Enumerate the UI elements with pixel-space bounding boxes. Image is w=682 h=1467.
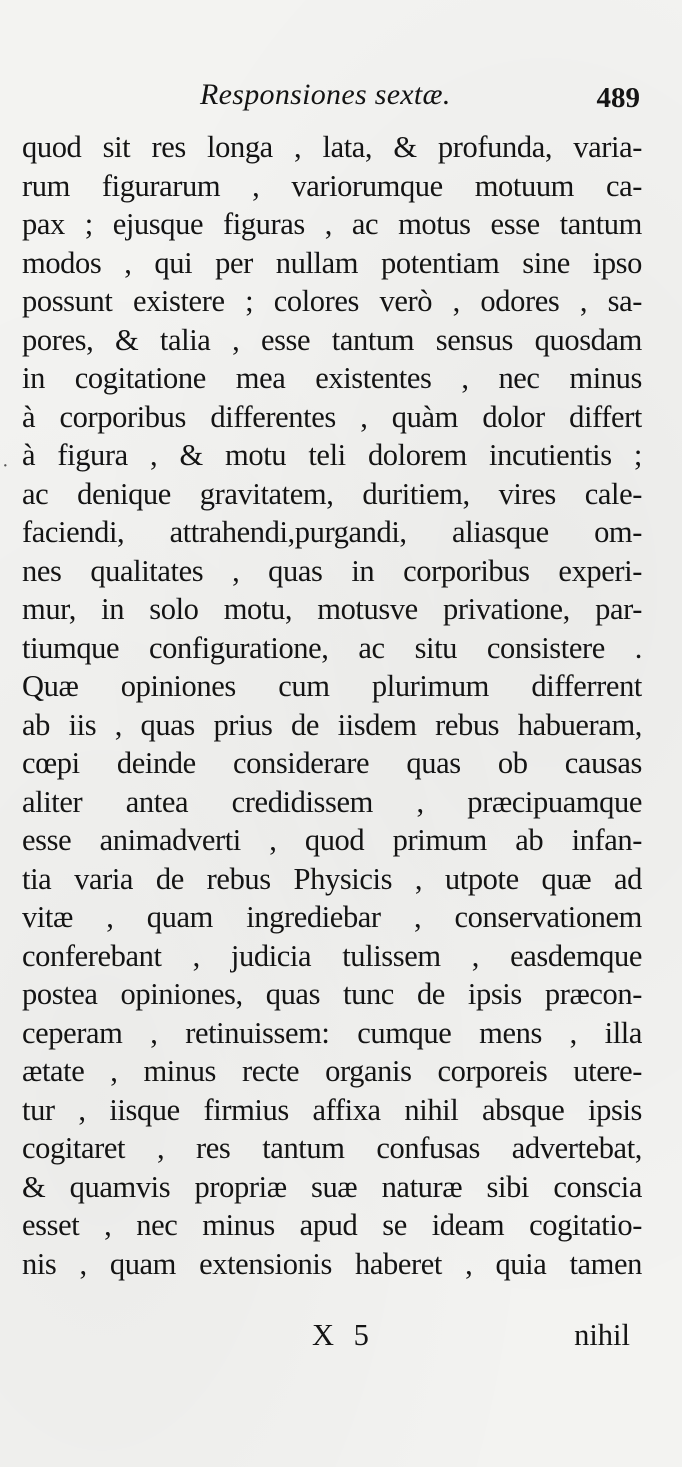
page-footer [22,1318,642,1358]
text-line: tia varia de rebus Physicis , utpote quæ ad [22,861,642,896]
text-line: tiumque configuratione, ac situ consistere . [22,630,642,665]
text-line: & quamvis propriæ suæ naturæ sibi conscia [22,1169,642,1204]
text-line: esse animadverti , quod primum ab infan- [22,823,642,857]
text-line: nes qualitates , quas in corporibus experi- [22,553,642,588]
text-line: vitæ , quam ingrediebar , conservationem [22,900,642,934]
signature-mark: X 5 [312,1318,375,1352]
page-header [200,78,640,118]
text-line: à corporibus differentes , quàm dolor differt [22,399,642,434]
text-line: rum figurarum , variorumque motuum ca- [22,168,642,203]
text-line: postea opiniones, quas tunc de ipsis præcon- [22,977,642,1011]
text-line: ætate , minus recte organis corporeis utere- [22,1054,642,1088]
page-number: 489 [596,82,640,114]
text-line: tur , iisque firmius affixa nihil absque ipsis [22,1092,642,1127]
text-line: ab iis , quas prius de iisdem rebus habueram, [22,707,642,742]
text-line: esset , nec minus apud se ideam cogitatio- [22,1208,642,1242]
text-line: modos , qui per nullam potentiam sine ipso [22,245,642,280]
text-line: conferebant , judicia tulissem , easdemque [22,938,642,973]
text-line: ac denique gravitatem, duritiem, vires cale- [22,476,642,511]
text-line: quod sit res longa , lata, & profunda, varia- [22,130,642,164]
text-line: pax ; ejusque figuras , ac motus esse tantum [22,207,642,241]
text-line: aliter antea credidissem , præcipuamque [22,784,642,819]
text-line: nis , quam extensionis haberet , quia tamen [22,1246,642,1281]
text-line: pores, & talia , esse tantum sensus quosdam [22,322,642,357]
text-line: possunt existere ; colores verò , odores , sa- [22,284,642,318]
text-line: à figura , & motu teli dolorem incutientis ; [22,438,642,472]
text-line: in cogitatione mea existentes , nec minus [22,361,642,395]
text-line: Quæ opiniones cum plurimum differrent [22,669,642,703]
margin-speck: · [2,455,9,477]
text-body [22,128,642,1283]
running-title: Responsiones sextæ. [200,78,451,111]
text-line: ceperam , retinuissem: cumque mens , illa [22,1015,642,1050]
catchword: nihil [574,1318,630,1352]
text-line: cœpi deinde considerare quas ob causas [22,746,642,780]
text-line: mur, in solo motu, motusve privatione, par- [22,592,642,626]
text-line: faciendi, attrahendi,purgandi, aliasque om- [22,515,642,549]
text-line: cogitaret , res tantum confusas advertebat, [22,1131,642,1165]
